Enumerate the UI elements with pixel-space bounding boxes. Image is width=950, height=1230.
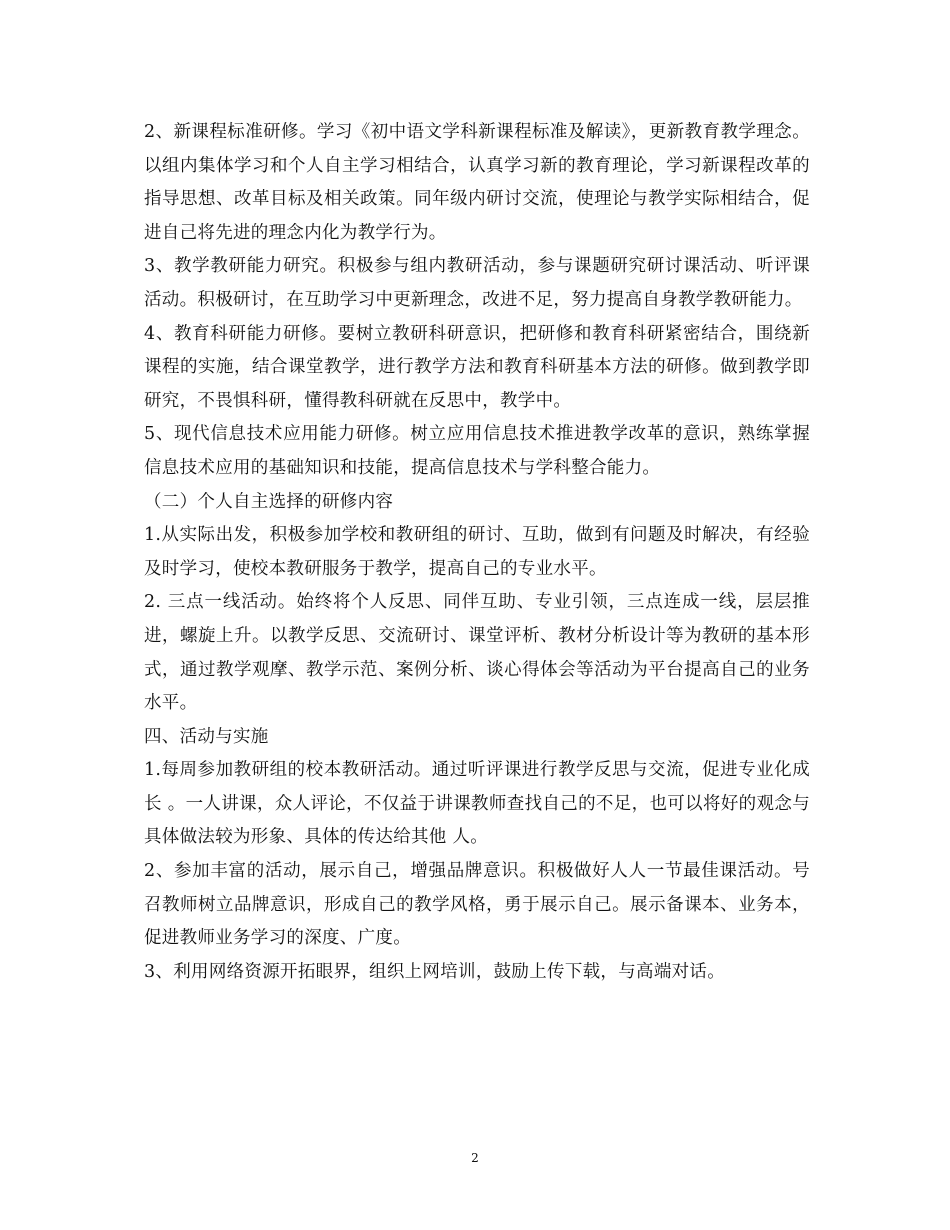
page-number: 2 [471, 1151, 479, 1165]
paragraph-scientific-research: 4、教育科研能力研修。要树立教研科研意识，把研修和教育科研紧密结合，围绕新课程的实施，结合课堂教学，进行教学方法和教育科研基本方法的研修。做到教学即研究，不畏惧科研，懂得教科研就在反思中，教学中。 [144, 323, 810, 411]
paragraph-network-resources: 3、利用网络资源开拓眼界，组织上网培训，鼓励上传下载，与高端对话。 [144, 961, 726, 982]
section-heading-self-selected: （二）个人自主选择的研修内容 [144, 491, 394, 512]
paragraph-teaching-research: 3、教学教研能力研究。积极参与组内教研活动，参与课题研究研讨课活动、听评课活动。积极研讨，在互助学习中更新理念，改进不足，努力提高自身教学教研能力。 [144, 256, 810, 310]
paragraph-information-technology: 5、现代信息技术应用能力研修。树立应用信息技术推进教学改革的意识，熟练掌握信息技术应用的基础知识和技能，提高信息技术与学科整合能力。 [144, 424, 810, 478]
document-body [144, 116, 810, 989]
paragraph-practical-start: 1.从实际出发，积极参加学校和教研组的研讨、互助，做到有问题及时解决，有经验及时学习，使校本教研服务于教学，提高自己的专业水平。 [144, 525, 810, 579]
paragraph-rich-activities: 2、参加丰富的活动，展示自己，增强品牌意识。积极做好人人一节最佳课活动。号召教师树立品牌意识，形成自己的教学风格，勇于展示自己。展示备课本、业务本，促进教师业务学习的深度、广度。 [144, 861, 810, 949]
section-heading-activities: 四、活动与实施 [144, 726, 269, 747]
paragraph-curriculum-standard: 2、新课程标准研修。学习《初中语文学科新课程标准及解读》，更新教育教学理念。以组内集体学习和个人自主学习相结合，认真学习新的教育理论，学习新课程改革的指导思想、改革目标及相关政策。同年级内研讨交流，使理论与教学实际相结合，促进自己将先进的理念内化为教学行为。 [144, 122, 810, 243]
paragraph-weekly-research: 1.每周参加教研组的校本教研活动。通过听评课进行教学反思与交流，促进专业化成长 。一人讲课，众人评论，不仅益于讲课教师查找自己的不足，也可以将好的观念与具体做法较为形象、具体的传达给其他 人。 [144, 760, 810, 848]
paragraph-three-points: 2. 三点一线活动。始终将个人反思、同伴互助、专业引领，三点连成一线，层层推进，螺旋上升。以教学反思、交流研讨、课堂评析、教材分析设计等为教研的基本形式，通过教学观摩、教学示范、案例分析、谈心得体会等活动为平台提高自己的业务水平。 [144, 592, 810, 714]
